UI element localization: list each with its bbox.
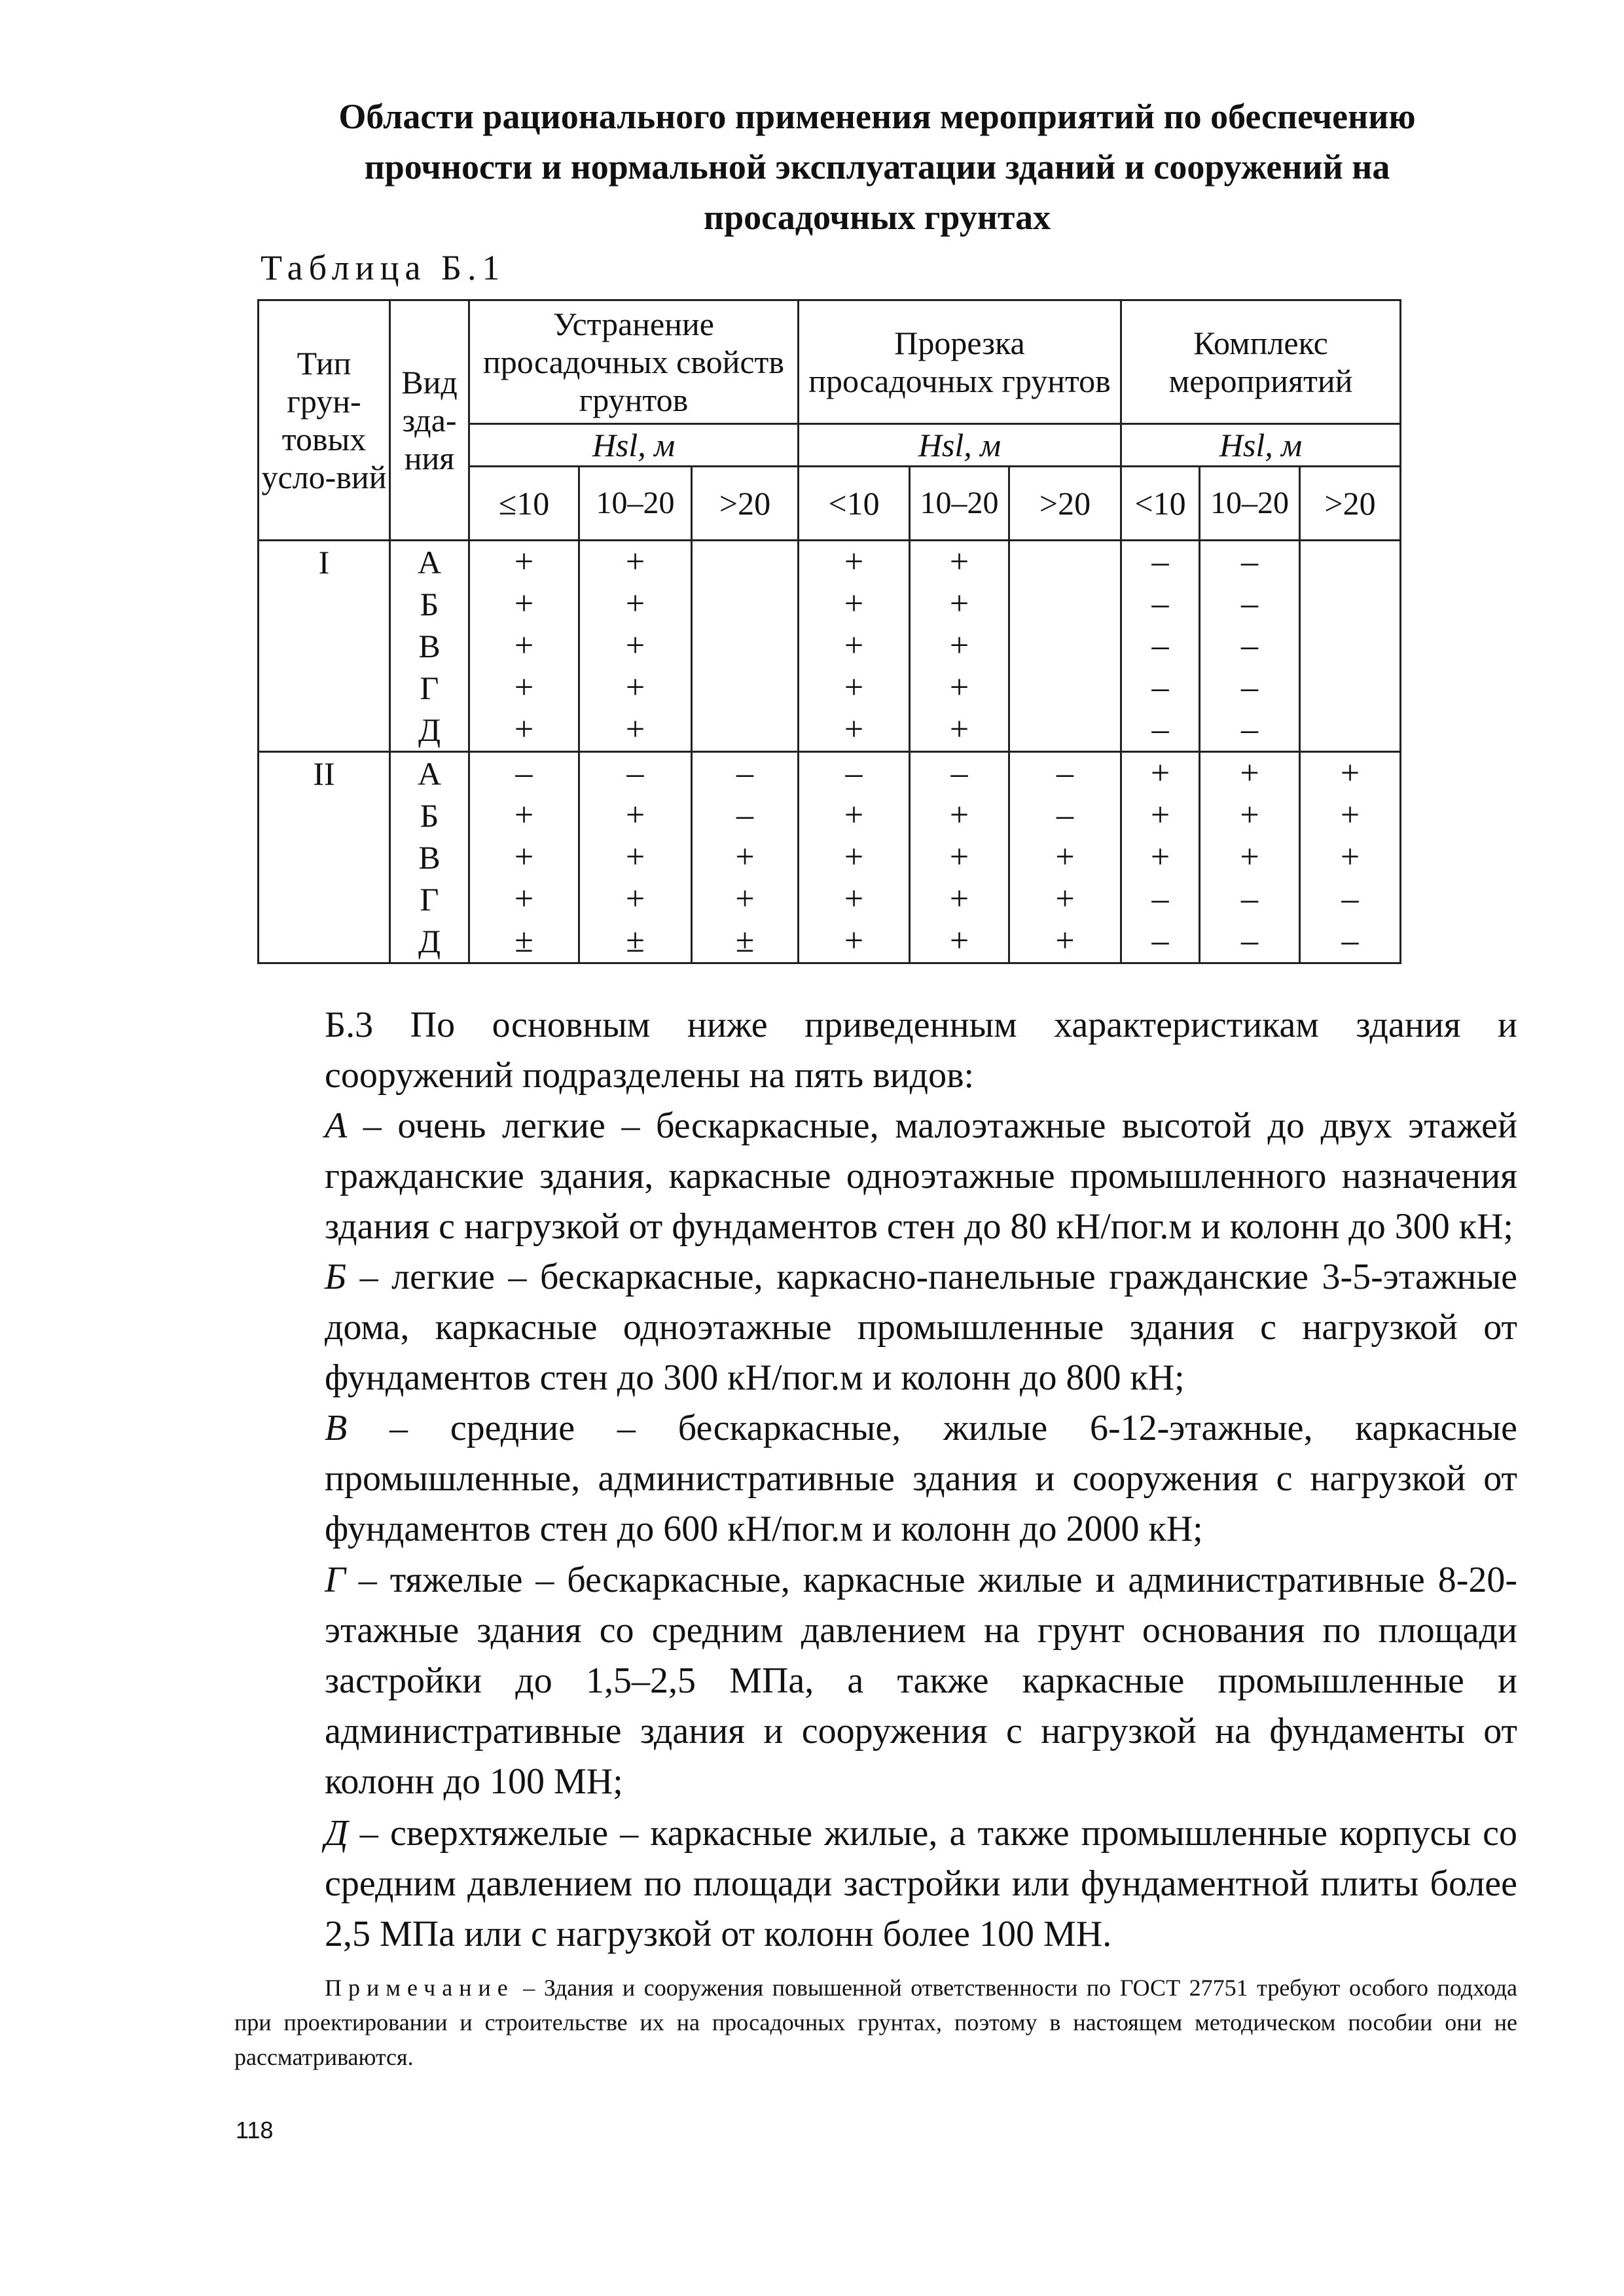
table-cell xyxy=(692,709,799,752)
subcol-header: 10–20 xyxy=(910,467,1009,541)
subcol-header: 10–20 xyxy=(1200,467,1300,541)
table-cell: + xyxy=(579,878,692,920)
title-line-2: прочности и нормальной эксплуатации зданий и сооружений на xyxy=(364,147,1390,187)
table-row xyxy=(259,878,1401,920)
header-building-type-label: Вид зда-ния xyxy=(401,364,458,476)
table-cell xyxy=(1300,583,1401,625)
building-type-cell: А xyxy=(390,752,469,795)
table-cell xyxy=(1300,541,1401,584)
table-cell xyxy=(1009,541,1121,584)
table-cell: + xyxy=(910,709,1009,752)
table-cell: + xyxy=(1300,836,1401,878)
table-cell: – xyxy=(1300,920,1401,963)
table-cell: + xyxy=(1121,752,1200,795)
table-cell: + xyxy=(469,541,579,584)
table-cell: – xyxy=(1300,878,1401,920)
table-cell xyxy=(1300,667,1401,709)
table-cell: + xyxy=(799,667,910,709)
subcol-header: >20 xyxy=(692,467,799,541)
type-v-text: – средние – бескаркасные, жилые 6-12-этажные, каркасные промышленные, административные здания и сооружения с нагрузкой от фундаментов стен до 600 кН/пог.м и колонн до 2000 кН; xyxy=(325,1408,1517,1549)
table-cell: + xyxy=(469,878,579,920)
table-cell: + xyxy=(799,836,910,878)
title-line-3: просадочных грунтах xyxy=(703,198,1051,237)
table-cell: + xyxy=(1009,878,1121,920)
table-cell: – xyxy=(1121,920,1200,963)
soil-type-cell xyxy=(259,878,390,920)
soil-type-cell xyxy=(259,795,390,836)
table-cell: – xyxy=(1200,667,1300,709)
type-d-letter: Д xyxy=(325,1813,348,1854)
group-header-elimination: Устранение просадочных свойств грунтов xyxy=(469,300,799,424)
table-cell xyxy=(692,541,799,584)
table-cell: + xyxy=(579,541,692,584)
paragraph-type-g xyxy=(234,1555,1517,1807)
type-g-text: – тяжелые – бескаркасные, каркасные жилые и административные 8-20-этажные здания со средним давлением на грунт основания по площади застройки до 1,5–2,5 МПа, а также каркасные промышленные и административные здания и сооружения с нагрузкой на фундаменты от колонн до 100 МН; xyxy=(325,1560,1517,1802)
table-cell: + xyxy=(910,920,1009,963)
table-cell: – xyxy=(692,752,799,795)
type-a-letter: А xyxy=(325,1105,348,1146)
table-cell: – xyxy=(1009,795,1121,836)
header-soil-type-label: Тип грун-товых усло-вий xyxy=(261,345,387,495)
title-line-1: Области рационального применения мероприятий по обеспечению xyxy=(338,97,1416,136)
table-row xyxy=(259,709,1401,752)
table-cell: + xyxy=(579,583,692,625)
table-cell: + xyxy=(1121,836,1200,878)
table-cell: + xyxy=(1009,920,1121,963)
soil-type-cell: II xyxy=(259,752,390,795)
table-cell: + xyxy=(799,878,910,920)
table-cell: + xyxy=(469,583,579,625)
table-cell: – xyxy=(1121,541,1200,584)
table-cell: – xyxy=(1200,625,1300,667)
table-cell xyxy=(1009,625,1121,667)
table-cell: + xyxy=(469,836,579,878)
table-cell: – xyxy=(1121,667,1200,709)
table-cell: – xyxy=(579,752,692,795)
type-v-letter: В xyxy=(325,1408,348,1448)
soil-type-cell xyxy=(259,625,390,667)
type-b-letter: Б xyxy=(325,1257,347,1297)
soil-type-cell: I xyxy=(259,541,390,584)
building-type-cell: А xyxy=(390,541,469,584)
building-type-cell: Д xyxy=(390,920,469,963)
table-cell: + xyxy=(799,625,910,667)
table-cell: + xyxy=(799,541,910,584)
table-cell: + xyxy=(579,625,692,667)
building-type-cell: В xyxy=(390,836,469,878)
table-row xyxy=(259,583,1401,625)
table-row xyxy=(259,920,1401,963)
table-cell: – xyxy=(1009,752,1121,795)
type-b-text: – легкие – бескаркасные, каркасно-панельные гражданские 3-5-этажные дома, каркасные одноэтажные промышленные здания с нагрузкой от фундаментов стен до 300 кН/пог.м и колонн до 800 кН; xyxy=(325,1257,1517,1398)
table-cell: + xyxy=(799,583,910,625)
group-header-cutting: Прорезка просадочных грунтов xyxy=(799,300,1121,424)
page-title xyxy=(236,92,1519,243)
building-type-cell: В xyxy=(390,625,469,667)
table-cell xyxy=(1009,667,1121,709)
subcol-header: 10–20 xyxy=(579,467,692,541)
table-cell: – xyxy=(1200,583,1300,625)
table-cell: + xyxy=(469,795,579,836)
table-cell xyxy=(692,583,799,625)
table-cell: – xyxy=(1200,541,1300,584)
type-d-text: – сверхтяжелые – каркасные жилые, а также промышленные корпусы со средним давлением по площади застройки или фундаментной плиты более 2,5 МПа или с нагрузкой от колонн более 100 МН. xyxy=(325,1813,1517,1954)
table-row xyxy=(259,752,1401,795)
table-cell: + xyxy=(469,709,579,752)
header-soil-type xyxy=(259,300,390,541)
table-cell: + xyxy=(1200,752,1300,795)
table-cell xyxy=(1009,583,1121,625)
table-cell: – xyxy=(1121,625,1200,667)
table-cell: + xyxy=(799,709,910,752)
building-type-cell: Г xyxy=(390,667,469,709)
table-cell xyxy=(692,625,799,667)
table-cell: – xyxy=(1200,709,1300,752)
table-cell: + xyxy=(910,541,1009,584)
table-cell: + xyxy=(469,667,579,709)
table-cell: + xyxy=(910,878,1009,920)
table-cell: – xyxy=(799,752,910,795)
table-cell: + xyxy=(469,625,579,667)
table-cell: + xyxy=(579,795,692,836)
table-cell xyxy=(1300,709,1401,752)
table-cell: + xyxy=(1200,836,1300,878)
subcol-header: <10 xyxy=(1121,467,1200,541)
soil-type-cell xyxy=(259,709,390,752)
table-row xyxy=(259,836,1401,878)
table-cell: – xyxy=(1200,920,1300,963)
paragraph-type-d xyxy=(234,1808,1517,1960)
building-type-cell: Б xyxy=(390,583,469,625)
page-number: 118 xyxy=(236,2117,274,2144)
table-cell: ± xyxy=(469,920,579,963)
type-g-letter: Г xyxy=(325,1560,346,1600)
table-cell xyxy=(1009,709,1121,752)
table-cell: + xyxy=(1200,795,1300,836)
table-row xyxy=(259,667,1401,709)
building-type-cell: Г xyxy=(390,878,469,920)
table-cell xyxy=(1300,625,1401,667)
table-row xyxy=(259,625,1401,667)
subcol-header: >20 xyxy=(1009,467,1121,541)
param-header-1: Hsl, м xyxy=(469,424,799,467)
table-cell: + xyxy=(1300,795,1401,836)
table-cell: + xyxy=(692,878,799,920)
group-header-complex: Комплекс мероприятий xyxy=(1121,300,1401,424)
paragraph-type-b xyxy=(234,1252,1517,1403)
table-label: Таблица Б.1 xyxy=(261,248,506,287)
table-cell: ± xyxy=(692,920,799,963)
table-cell: + xyxy=(799,795,910,836)
table-cell: ± xyxy=(579,920,692,963)
subcol-header: ≤10 xyxy=(469,467,579,541)
table-cell: + xyxy=(910,583,1009,625)
table-cell: + xyxy=(799,920,910,963)
table-cell: + xyxy=(579,667,692,709)
subcol-header: >20 xyxy=(1300,467,1401,541)
footnote xyxy=(234,1971,1517,2075)
header-building-type xyxy=(390,300,469,541)
table-cell: – xyxy=(692,795,799,836)
paragraph-b3 xyxy=(234,1000,1517,1101)
paragraph-type-v xyxy=(234,1403,1517,1554)
soil-type-cell xyxy=(259,583,390,625)
table-cell: – xyxy=(1121,878,1200,920)
param-header-2: Hsl, м xyxy=(799,424,1121,467)
type-a-text: – очень легкие – бескаркасные, малоэтажные высотой до двух этажей гражданские здания, каркасные одноэтажные промышленного назначения здания с нагрузкой от фундаментов стен до 80 кН/пог.м и колонн до 300 кН; xyxy=(325,1105,1517,1247)
footnote-text: – Здания и сооружения повышенной ответственности по ГОСТ 27751 требуют особого подхода при проектировании и строительстве их на просадочных грунтах, поэтому в настоящем методическом пособии они не рассматриваются. xyxy=(234,1975,1517,2070)
table-cell: + xyxy=(910,836,1009,878)
table-cell: – xyxy=(1121,709,1200,752)
table-cell: + xyxy=(910,667,1009,709)
soil-type-cell xyxy=(259,836,390,878)
soil-type-cell xyxy=(259,920,390,963)
table-cell: + xyxy=(1009,836,1121,878)
measures-table xyxy=(257,299,1401,964)
param-header-3: Hsl, м xyxy=(1121,424,1401,467)
table-row xyxy=(259,541,1401,584)
table-cell: + xyxy=(1300,752,1401,795)
paragraph-b3-text: Б.3 По основным ниже приведенным характеристикам здания и сооружений подразделены на пять видов: xyxy=(325,1005,1517,1096)
table-cell xyxy=(692,667,799,709)
table-row xyxy=(259,795,1401,836)
table-cell: – xyxy=(910,752,1009,795)
paragraph-type-a xyxy=(234,1101,1517,1252)
table-cell: + xyxy=(579,709,692,752)
table-cell: – xyxy=(1121,583,1200,625)
table-cell: + xyxy=(910,795,1009,836)
table-cell: – xyxy=(469,752,579,795)
table-cell: – xyxy=(1200,878,1300,920)
table-cell: + xyxy=(1121,795,1200,836)
footnote-label: Примечание xyxy=(325,1975,514,2001)
building-type-cell: Д xyxy=(390,709,469,752)
soil-type-cell xyxy=(259,667,390,709)
table-cell: + xyxy=(692,836,799,878)
building-type-cell: Б xyxy=(390,795,469,836)
table-cell: + xyxy=(579,836,692,878)
table-cell: + xyxy=(910,625,1009,667)
subcol-header: <10 xyxy=(799,467,910,541)
